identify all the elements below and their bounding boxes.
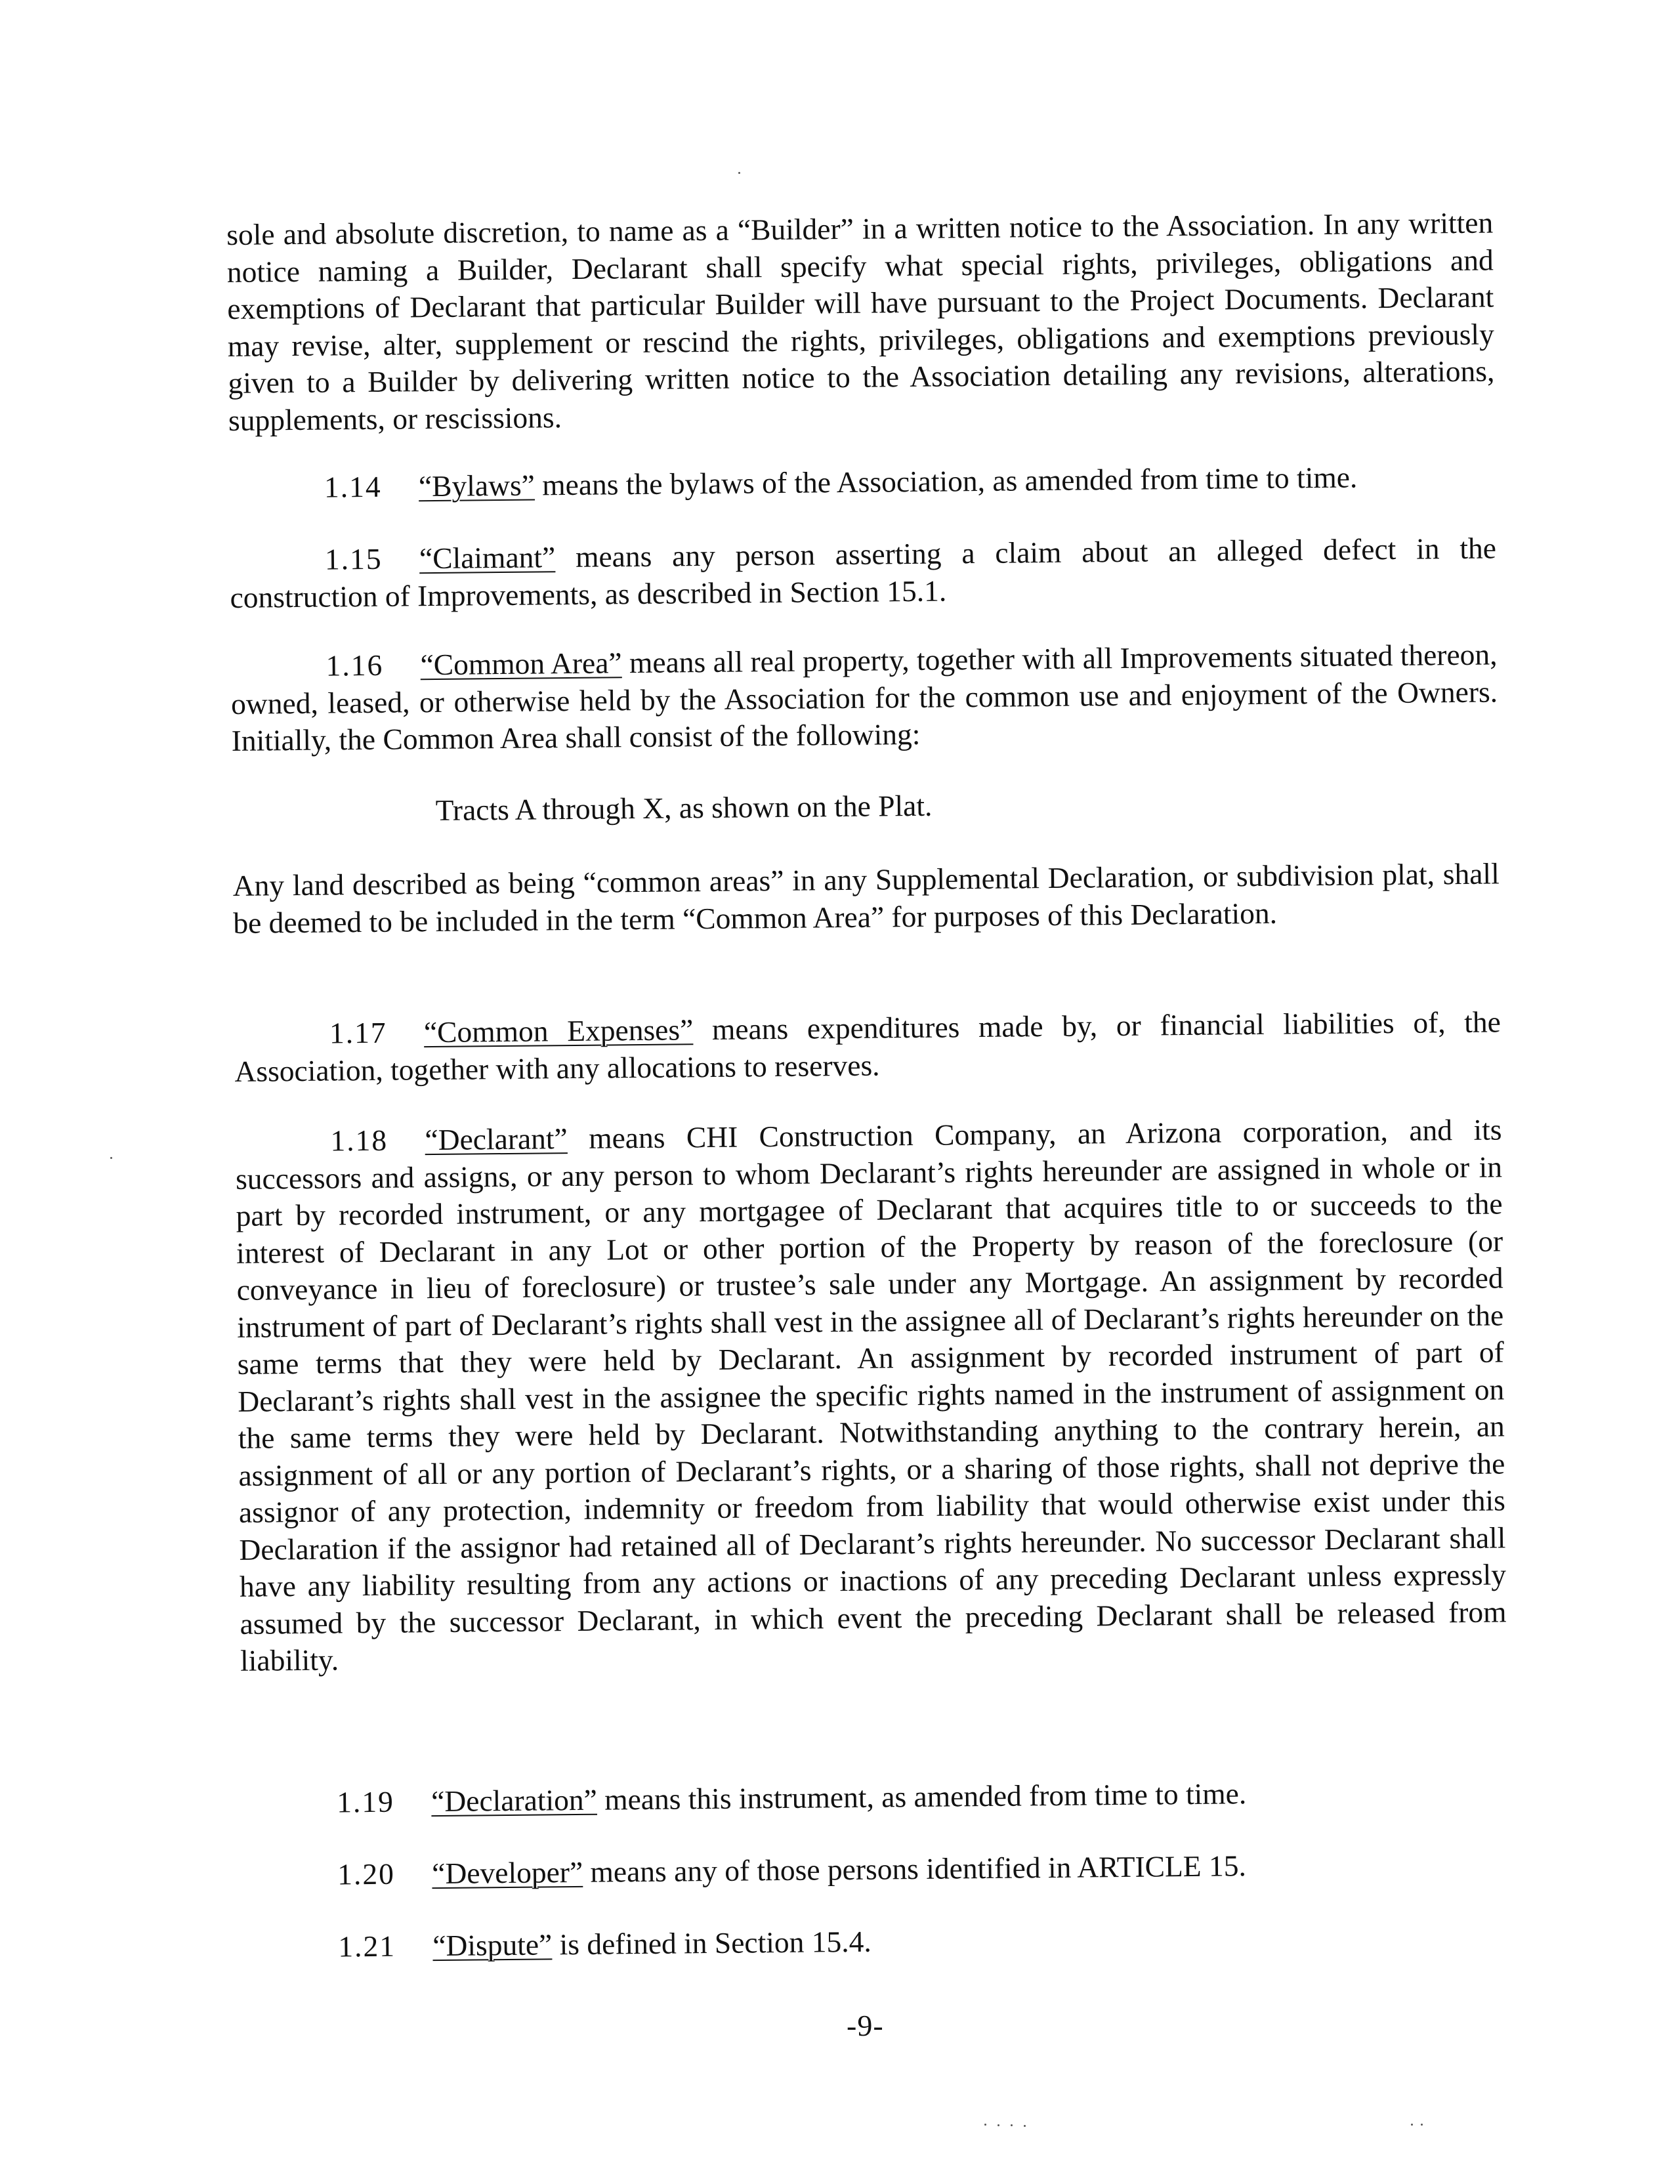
definition-text: means any of those persons identified in ARTICLE 15. <box>582 1849 1247 1889</box>
document-body <box>226 204 1507 1964</box>
defined-term-developer: “Developer” <box>432 1855 583 1891</box>
tracts-line: Tracts A through X, as shown on the Plat. <box>435 788 933 827</box>
scan-speck <box>738 172 740 174</box>
definition-text: means all real property, together with all Improvements situated thereon, owned, leased, or otherwise held by the Association for the common use and enjoyment of the Owners. Initially, the Common Area shall consist of the following: <box>230 637 1498 757</box>
definition-text: means CHI Construction Company, an Arizona corporation, and its successors and assigns, or any person to whom Declarant’s rights hereunder are assigned in whole or in part by recorded instrument, or any mortgagee of Declarant that acquires title to or succeeds to the interest of Declarant in any Lot or other portion of the Property by reason of the foreclosure (or conveyance in lieu of foreclosure) or trustee’s sale under any Mortgage. An assignment by recorded instrument of part of Declarant’s rights shall vest in the assignee all of Declarant’s rights hereunder on the same terms that they were held by Declarant. An assignment by recorded instrument of part of Declarant’s rights shall vest in the assignee the specific rights named in the instrument of assignment on the same terms they were held by Declarant. Notwithstanding anything to the contrary herein, an assignment of all or any portion of Declarant’s rights, or a sharing of those rights, shall not deprive the assignor of any protection, indemnity or freedom from liability that would otherwise exist under this Declaration if the assignor had retained all of Declarant’s rights hereunder. No successor Declarant shall have any liability resulting from any actions or inactions of any preceding Declarant unless expressly assumed by the successor Declarant, in which event the preceding Declarant shall be released from liability. <box>235 1112 1507 1677</box>
scan-speck <box>998 2124 999 2126</box>
section-number: 1.18 <box>330 1123 388 1158</box>
definition-text: means any person asserting a claim about an alleged defect in the construction of Improvements, as described in Section 15.1. <box>230 531 1497 614</box>
section-number: 1.14 <box>324 469 382 504</box>
definition-text: means expenditures made by, or financial liabilities of, the Association, together with any allocations to reserves. <box>234 1005 1502 1088</box>
page-number: -9- <box>847 2009 884 2042</box>
continuation-paragraph: sole and absolute discretion, to name as a “Builder” in a written notice to the Association. In any written notice naming a Builder, Declarant shall specify what special rights, privileges, obligations and exemptions of Declarant that particular Builder will have pursuant to the Project Documents. Declarant may revise, alter, supplement or rescind the rights, privileges, obligations and exemptions previously given to a Builder by delivering written notice to the Association detailing any revisions, alterations, supplements, or rescissions. <box>226 205 1495 437</box>
defined-term-claimant: “Claimant” <box>419 540 556 576</box>
scan-speck <box>984 2124 986 2126</box>
definition-1-16 <box>230 636 1498 759</box>
definition-text: means this instrument, as amended from time to time. <box>597 1776 1247 1816</box>
definition-text: is defined in Section 15.4. <box>551 1924 872 1962</box>
definition-1-14 <box>324 459 1358 506</box>
common-areas-note: Any land described as being “common areas” in any Supplemental Declaration, or subdivision plat, shall be deemed to be included in the term “Common Area” for purposes of this Declaration. <box>232 856 1500 940</box>
definition-1-17 <box>234 1003 1502 1090</box>
definition-1-21 <box>338 1923 872 1965</box>
scan-speck <box>1411 2124 1413 2126</box>
section-number: 1.19 <box>336 1784 395 1819</box>
definition-1-15 <box>230 530 1497 616</box>
section-number: 1.15 <box>324 541 383 576</box>
section-number: 1.17 <box>329 1015 387 1050</box>
definition-text: means the bylaws of the Association, as amended from time to time. <box>534 460 1358 502</box>
defined-term-common-area: “Common Area” <box>420 646 622 682</box>
defined-term-declarant: “Declarant” <box>425 1122 568 1157</box>
defined-term-declaration: “Declaration” <box>430 1782 598 1818</box>
defined-term-dispute: “Dispute” <box>432 1927 553 1963</box>
definition-1-19 <box>337 1775 1247 1821</box>
defined-term-bylaws: “Bylaws” <box>418 468 536 503</box>
section-number: 1.20 <box>337 1857 396 1891</box>
scan-speck <box>1024 2125 1026 2127</box>
section-number: 1.21 <box>338 1929 396 1964</box>
scan-speck <box>110 1157 112 1159</box>
definition-1-20 <box>337 1847 1246 1893</box>
defined-term-common-expenses: “Common Expenses” <box>423 1013 694 1049</box>
scan-speck <box>1011 2124 1013 2126</box>
scan-speck <box>1421 2124 1423 2126</box>
section-number: 1.16 <box>326 648 384 682</box>
definition-1-18 <box>235 1111 1507 1679</box>
